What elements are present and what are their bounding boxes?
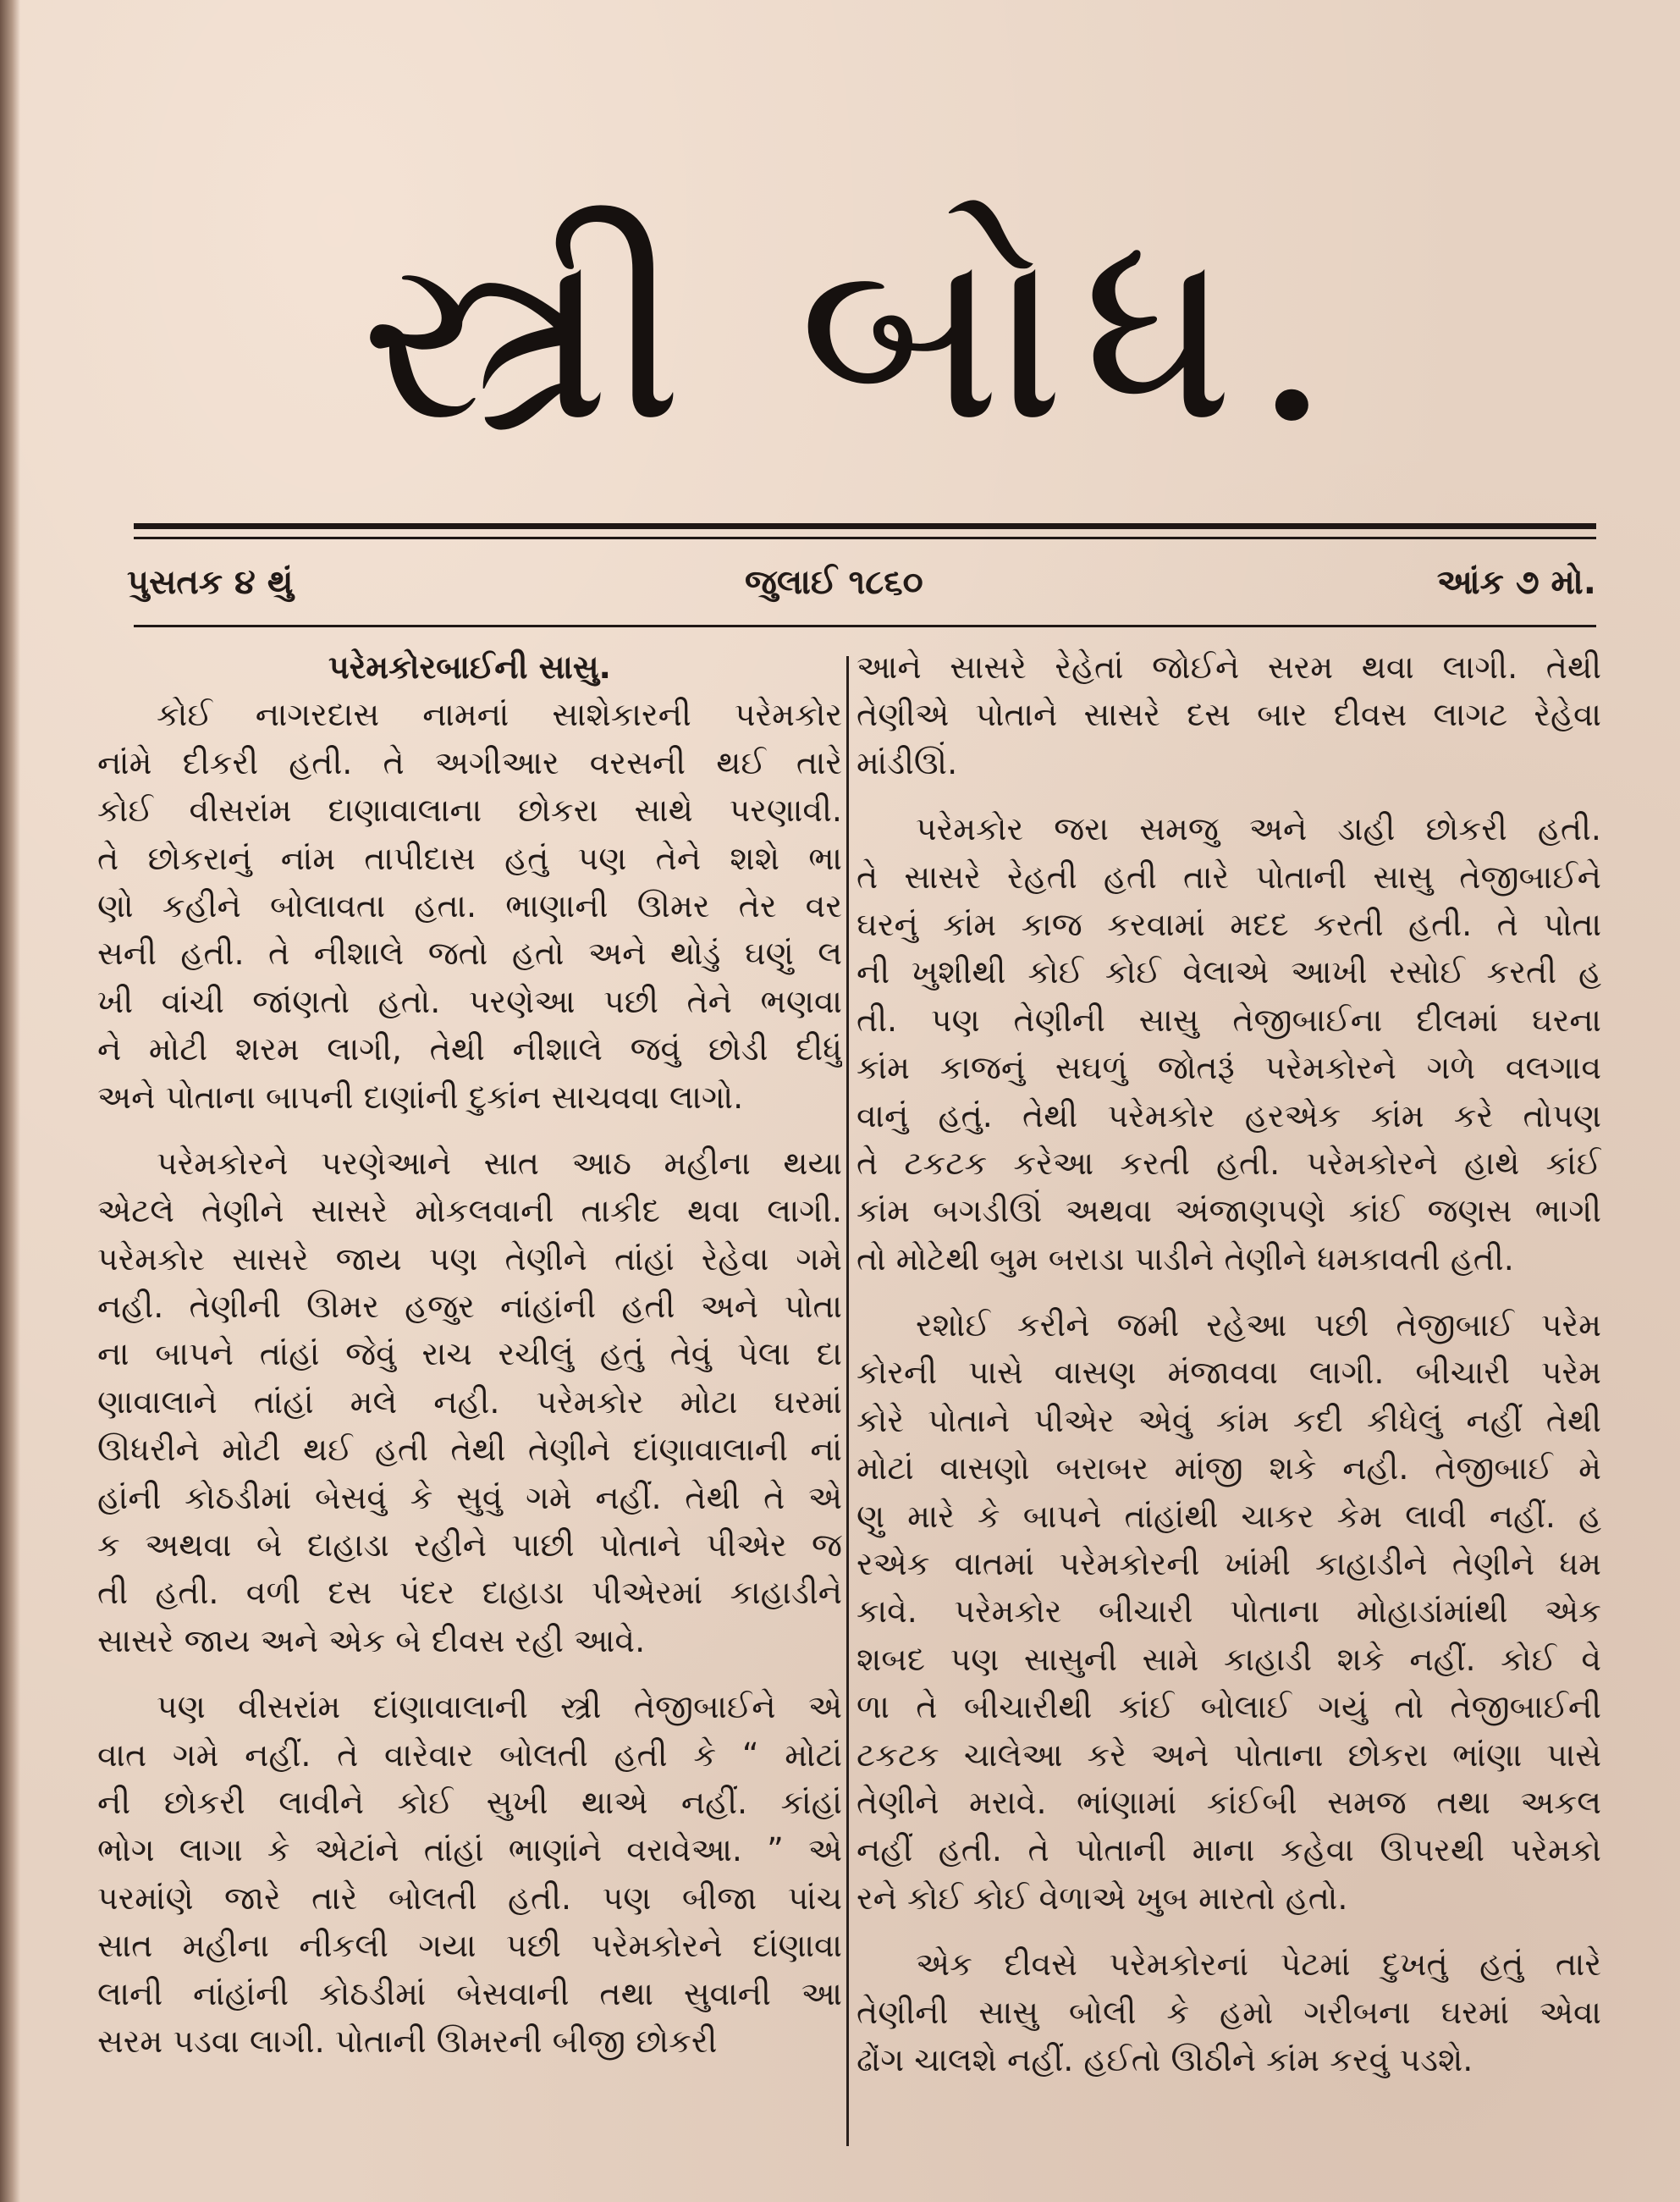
text-line: ઘરનું કાંમ કાજ કરવામાં મદદ કરતી હતી. તે પોતા (857, 905, 1601, 943)
issue-rule (134, 625, 1596, 627)
text-line: તેણીએ પોતાને સાસરે દસ બાર દીવસ લાગટ રેહેવા (857, 696, 1601, 734)
text-line: ઊધરીને મોટી થઈ હતી તેથી તેણીને દાંણાવાલાની નાં (97, 1431, 842, 1469)
text-line: ભોગ લાગા કે એટાંને તાંહાં ભાણાંને વરાવેઆ. ” એ (97, 1831, 842, 1869)
text-line: ટકટક ચાલેઆ કરે અને પોતાના છોકરા ભાંણા પાસે (857, 1736, 1601, 1774)
text-line: સરમ પડવા લાગી. પોતાની ઊમરની બીજી છોકરી (97, 2022, 718, 2060)
text-line: તો મોટેથી બુમ બરાડા પાડીને તેણીને ધમકાવતી હતી. (857, 1239, 1514, 1278)
text-line: વાત ગમે નહીં. તે વારેવાર બોલતી હતી કે “ મોટાં (97, 1736, 842, 1774)
text-line: સાત મહીના નીકલી ગયા પછી પરેમકોરને દાંણાવા (97, 1927, 842, 1965)
text-line: પણ વીસરાંમ દાંણાવાલાની સ્ત્રી તેજીબાઈને એ (157, 1688, 842, 1726)
issue-volume: પુસતક ૪ થું (127, 563, 294, 602)
paragraph-gap (97, 1121, 842, 1140)
text-line: ને મોટી શરમ લાગી, તેથી નીશાલે જવું છોડી દીધું (97, 1030, 842, 1068)
text-line: કોરની પાસે વાસણ મંજાવવા લાગી. બીચારી પરેમ (857, 1354, 1601, 1392)
text-line: વાનું હતું. તેથી પરેમકોર હરએક કાંમ કરે તોપણ (857, 1096, 1601, 1134)
text-line: કાવે. પરેમકોર બીચારી પોતાના મોહાડાંમાંથી એક (857, 1592, 1601, 1631)
masthead-title: સ્ત્રી બોધ. (361, 193, 1349, 475)
text-line: તે છોકરાનું નાંમ તાપીદાસ હતું પણ તેને શશે ભા (97, 839, 842, 877)
issue-number: આંક ૭ મો. (1436, 563, 1596, 602)
page-binding-edge (0, 0, 20, 2202)
text-line: હાંની કોઠડીમાં બેસવું કે સુવું ગમે નહીં. તેથી તે એ (97, 1478, 842, 1516)
text-line: પરેમકોરને પરણેઆને સાત આઠ મહીના થયા (157, 1144, 842, 1182)
text-line: પરેમકોર જરા સમજુ અને ડાહી છોકરી હતી. (916, 810, 1601, 848)
text-line: નાંમે દીકરી હતી. તે અગીઆર વરસની થઈ તારે (97, 743, 842, 781)
text-line: કોઈ નાગરદાસ નામનાં સાશેકારની પરેમકોર (157, 696, 842, 734)
article-column-right (857, 643, 1601, 2083)
text-line: રએક વાતમાં પરેમકોરની ખાંમી કાહાડીને તેણીને ધમ (857, 1545, 1601, 1583)
text-line: ખી વાંચી જાંણતો હતો. પરણેઆ પછી તેને ભણવા (97, 982, 842, 1020)
paragraph-gap (857, 1283, 1601, 1301)
text-line: ણો કહીને બોલાવતા હતા. ભાણાની ઊમર તેર વર (97, 886, 842, 924)
text-line: પરમાંણે જારે તારે બોલતી હતી. પણ બીજા પાંચ (97, 1879, 842, 1917)
text-line: માંડીઊં. (857, 743, 958, 781)
text-line: ની ખુશીથી કોઈ કોઈ વેલાએ આખી રસોઈ કરતી હ (857, 953, 1601, 991)
text-line: કાંમ બગડીઊં અથવા અંજાણપણે કાંઈ જણસ ભાગી (857, 1192, 1601, 1230)
text-line: કોરે પોતાને પીએર એવું કાંમ કદી કીધેલું નહીં તેથી (857, 1401, 1601, 1439)
text-line: નહીં હતી. તે પોતાની માના કહેવા ઊપરથી પરેમકો (857, 1831, 1601, 1869)
text-line: ઢોંગ ચાલશે નહીં. હઈતો ઊઠીને કાંમ કરવું પડશે. (857, 2040, 1473, 2078)
text-line: એક દીવસે પરેમકોરનાં પેટમાં દુખતું હતું તારે (916, 1945, 1601, 1984)
article-title: પરેમકોરબાઈની સાસુ. (328, 648, 611, 686)
text-line: સની હતી. તે નીશાલે જતો હતો અને થોડું ઘણું લ (97, 935, 842, 973)
text-line: તેણીની સાસુ બોલી કે હમો ગરીબના ઘરમાં એવા (857, 1993, 1601, 2031)
text-line: પરેમકોર સાસરે જાય પણ તેણીને તાંહાં રેહેવા ગમે (97, 1239, 842, 1278)
masthead-rule-thick (134, 523, 1596, 529)
paragraph-gap (857, 1922, 1601, 1940)
text-line: તેણીને મરાવે. ભાંણામાં કાંઈબી સમજ તથા અકલ (857, 1783, 1601, 1821)
issue-info-line (127, 557, 1596, 608)
text-line: રશોઈ કરીને જમી રહેઆ પછી તેજીબાઈ પરેમ (916, 1306, 1601, 1344)
issue-date: જુલાઈ ૧૮૬૦ (745, 563, 923, 602)
masthead (127, 152, 1583, 533)
text-line: ણુ મારે કે બાપને તાંહાંથી ચાકર કેમ લાવી નહીં. હ (857, 1497, 1601, 1535)
text-line: આને સાસરે રેહેતાં જોઈને સરમ થવા લાગી. તેથી (857, 648, 1601, 686)
text-line: ક અથવા બે દાહાડા રહીને પાછી પોતાને પીએર જ (97, 1526, 842, 1565)
text-line: ની છોકરી લાવીને કોઈ સુખી થાએ નહીં. કાંહાં (97, 1783, 842, 1821)
text-line: તે ટકટક કરેઆ કરતી હતી. પરેમકોરને હાથે કાંઈ (857, 1144, 1601, 1182)
text-line: ળા તે બીચારીથી કાંઈ બોલાઈ ગયું તો તેજીબાઈની (857, 1688, 1601, 1726)
text-line: લાની નાંહાંની કોઠડીમાં બેસવાની તથા સુવાની આ (97, 1974, 842, 2012)
text-line: તે સાસરે રેહતી હતી તારે પોતાની સાસુ તેજીબાઈને (857, 858, 1601, 896)
text-line: ણાવાલાને તાંહાં મલે નહી. પરેમકોર મોટા ઘરમાં (97, 1382, 842, 1421)
text-line: રને કોઈ કોઈ વેળાએ ખુબ મારતો હતો. (857, 1879, 1348, 1917)
text-line: અને પોતાના બાપની દાણાંની દુકાંન સાચવવા લાગો. (97, 1078, 744, 1116)
text-line: મોટાં વાસણો બરાબર માંજી શકે નહી. તેજીબાઈ મે (857, 1449, 1601, 1487)
text-line: નહી. તેણીની ઊમર હજુર નાંહાંની હતી અને પોતા (97, 1288, 842, 1326)
paragraph-gap (97, 1664, 842, 1683)
text-line: કોઈ વીસરાંમ દાણાવાલાના છોકરા સાથે પરણાવી. (97, 792, 842, 830)
text-line: ના બાપને તાંહાં જેવું રાચ રચીલું હતું તેવું પેલા દા (97, 1335, 842, 1373)
text-line: સાસરે જાય અને એક બે દીવસ રહી આવે. (97, 1621, 646, 1659)
paragraph-gap (857, 786, 1601, 805)
text-line: તી હતી. વળી દસ પંદર દાહાડા પીએરમાં કાહાડીને (97, 1574, 842, 1612)
column-divider (846, 656, 849, 2146)
text-line: તી. પણ તેણીની સાસુ તેજીબાઈના દીલમાં ઘરના (857, 1001, 1601, 1039)
text-line: એટલે તેણીને સાસરે મોકલવાની તાકીદ થવા લાગી. (97, 1192, 842, 1230)
text-line: શબદ પણ સાસુની સામે કાહાડી શકે નહીં. કોઈ વે (857, 1640, 1601, 1678)
masthead-rule-thin (134, 537, 1596, 539)
text-line: કાંમ કાજનું સઘળું જોતરૂં પરેમકોરને ગળે વલગાવ (857, 1049, 1601, 1087)
article-column-left (97, 643, 842, 2065)
